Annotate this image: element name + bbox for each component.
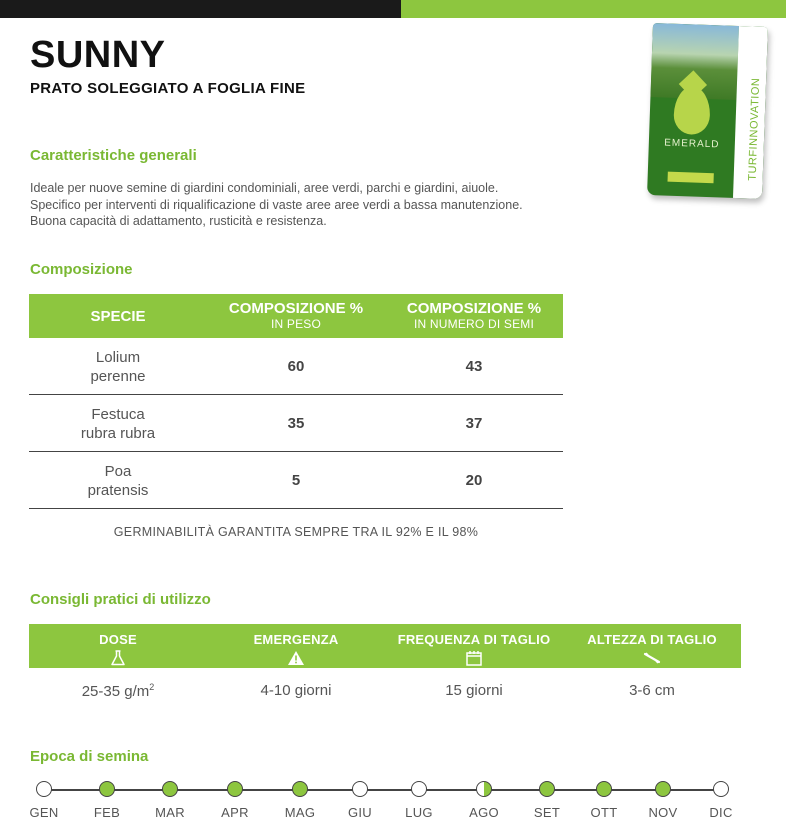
month-dot-empty [352, 781, 368, 797]
month-label: MAG [284, 805, 316, 820]
species-cell: Lolium perenne [90, 348, 146, 385]
mower-blade-icon [643, 650, 661, 666]
cut-height-value: 3-6 cm [629, 682, 675, 699]
usage-column-cut-height: ALTEZZA DI TAGLIO [563, 624, 741, 668]
top-bar-black [0, 0, 401, 18]
composition-heading: Composizione [30, 261, 133, 278]
species-cell: Festuca rubra rubra [80, 405, 156, 442]
usage-column-dose: DOSE [29, 624, 207, 668]
month-dot-full [292, 781, 308, 797]
month-marker [527, 781, 567, 820]
column-header-species: SPECIE [90, 308, 146, 325]
month-dot-empty [713, 781, 729, 797]
bag-side-text: TURFINNOVATION [746, 77, 763, 181]
column-header-seeds: COMPOSIZIONE % IN NUMERO DI SEMI [406, 300, 542, 331]
bag-label-strip [668, 172, 714, 184]
product-title: SUNNY [30, 34, 166, 76]
month-dot-full [539, 781, 555, 797]
month-marker [24, 781, 64, 820]
month-marker [701, 781, 741, 820]
bag-body [647, 23, 768, 199]
dose-value: 25-35 $g/m^2$ [81, 682, 155, 700]
month-dot-full [162, 781, 178, 797]
month-label: FEB [93, 805, 121, 820]
month-label: LUG [405, 805, 433, 820]
usage-column-cut-frequency: FREQUENZA DI TAGLIO [385, 624, 563, 668]
month-marker [87, 781, 127, 820]
month-dot-empty [411, 781, 427, 797]
top-bar-green [401, 0, 786, 18]
warning-icon [287, 650, 305, 666]
bag-side-panel [733, 26, 768, 199]
month-marker [464, 781, 504, 820]
table-row [29, 452, 563, 509]
month-marker [584, 781, 624, 820]
seeds-cell: 20 [465, 472, 483, 489]
usage-table-header [29, 624, 741, 668]
table-row [29, 395, 563, 452]
description-line: Specifico per interventi di riqualificazione di vaste aree aree verdi a bassa manutenzione. [30, 197, 523, 212]
composition-table [29, 294, 563, 499]
month-label: OTT [590, 805, 618, 820]
seeds-cell: 37 [465, 415, 483, 432]
month-label: GEN [29, 805, 59, 820]
month-label: DIC [709, 805, 733, 820]
cut-frequency-value: 15 giorni [445, 682, 503, 699]
month-label: NOV [648, 805, 678, 820]
composition-table-header [29, 294, 563, 338]
month-marker [399, 781, 439, 820]
product-subtitle: PRATO SOLEGGIATO A FOGLIA FINE [30, 80, 306, 97]
sowing-heading: Epoca di semina [30, 748, 149, 765]
description-line: Buona capacità di adattamento, rusticità e resistenza. [30, 214, 327, 228]
usage-column-emergence: EMERGENZA [207, 624, 385, 668]
weight-cell: 35 [287, 415, 305, 432]
month-dot-full [227, 781, 243, 797]
general-description [30, 180, 618, 230]
month-marker [150, 781, 190, 820]
month-dot-empty [36, 781, 52, 797]
month-label: SET [533, 805, 561, 820]
emergence-value: 4-10 giorni [260, 682, 332, 699]
species-cell: Poa pratensis [87, 462, 149, 499]
month-marker [215, 781, 255, 820]
month-marker [280, 781, 320, 820]
general-heading: Caratteristiche generali [30, 147, 197, 164]
month-label: GIU [347, 805, 372, 820]
usage-heading: Consigli pratici di utilizzo [30, 591, 211, 608]
germination-note: GERMINABILITÀ GARANTITA SEMPRE TRA IL 92% E IL 98% [113, 525, 479, 539]
month-dot-full [99, 781, 115, 797]
seeds-cell: 43 [465, 358, 483, 375]
month-dot-full [596, 781, 612, 797]
product-bag-image [647, 23, 768, 199]
table-row [29, 338, 563, 395]
month-dot-half [476, 781, 492, 797]
calendar-icon [465, 650, 483, 666]
month-label: AGO [469, 805, 499, 820]
month-label: APR [221, 805, 249, 820]
weight-cell: 5 [291, 472, 301, 489]
month-dot-full [655, 781, 671, 797]
column-header-weight: COMPOSIZIONE % IN PESO [228, 300, 364, 331]
month-label: MAR [155, 805, 185, 820]
bag-brand-name: EMERALD [663, 137, 720, 151]
description-line: Ideale per nuove semine di giardini condominiali, aree verdi, parchi e giardini, aiuole. [30, 181, 499, 195]
flask-icon [109, 650, 127, 666]
weight-cell: 60 [287, 358, 305, 375]
month-marker [643, 781, 683, 820]
month-marker [340, 781, 380, 820]
